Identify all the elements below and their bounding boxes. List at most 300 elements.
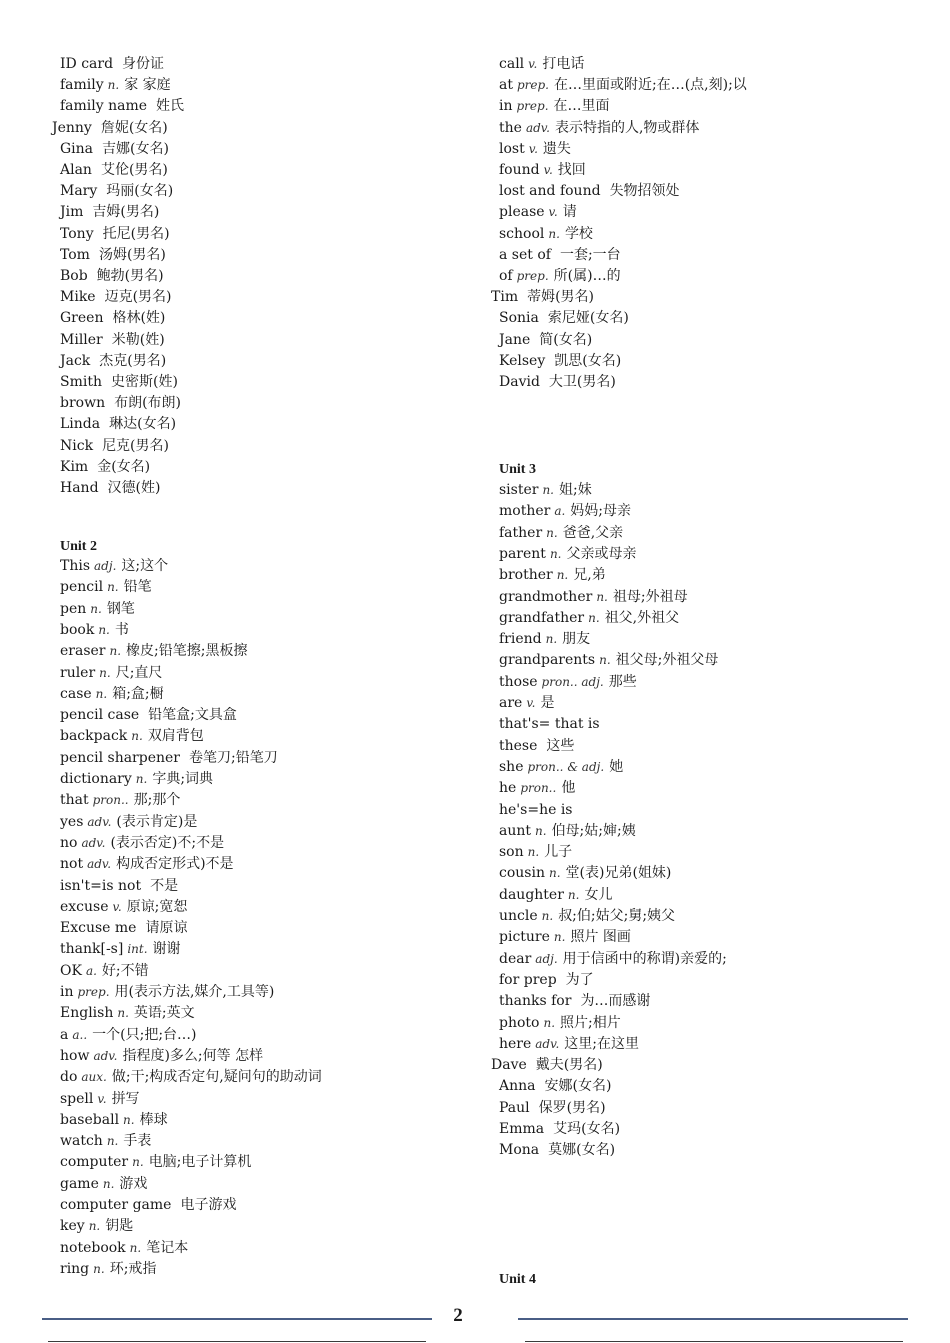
vocab-entry: [60, 1111, 168, 1129]
vocab-entry: [499, 309, 629, 327]
vocab-word: Alan: [60, 162, 92, 178]
vocab-entry: [499, 119, 699, 137]
vocab-entry: [60, 225, 170, 243]
vocab-entry: [499, 609, 679, 627]
vocab-word: she: [499, 758, 524, 775]
vocab-meaning: 不是: [150, 877, 179, 894]
vocab-entry: [60, 664, 162, 682]
part-of-speech: prep.: [516, 78, 549, 93]
vocab-word: those: [499, 673, 538, 690]
vocab-word: computer game: [60, 1197, 172, 1213]
vocab-entry: [499, 55, 584, 73]
vocab-meaning: 吉娜(女名): [102, 140, 169, 157]
part-of-speech: n.: [567, 887, 580, 902]
vocab-meaning: 这;这个: [121, 558, 169, 574]
vocab-meaning: 在…里面或附近;在…(点,刻);以: [554, 77, 747, 94]
vocab-word: cousin: [499, 865, 545, 882]
vocab-word: Smith: [60, 374, 102, 390]
vocab-word: pencil: [60, 579, 104, 596]
vocab-entry: [60, 1153, 251, 1171]
footer-rule-right-bottom: [525, 1341, 903, 1342]
vocab-entry: [499, 502, 631, 520]
vocab-entry: [499, 97, 610, 115]
vocab-meaning: 双肩背包: [147, 728, 204, 745]
vocab-entry: [499, 737, 574, 755]
vocab-entry: [52, 119, 168, 137]
part-of-speech: adv.: [535, 1036, 560, 1051]
vocab-word: of: [499, 268, 513, 284]
vocab-word: not: [60, 856, 84, 873]
vocab-entry: [60, 55, 164, 73]
vocab-word: OK: [60, 962, 82, 979]
vocab-meaning: 家 家庭: [124, 77, 171, 94]
part-of-speech: a.: [554, 504, 566, 519]
vocab-entry: [499, 140, 571, 158]
vocab-word: lost: [499, 140, 525, 157]
vocab-meaning: 书: [114, 621, 129, 638]
vocab-word: ruler: [60, 664, 96, 681]
vocab-word: English: [60, 1005, 114, 1022]
vocab-entry: [60, 578, 152, 596]
vocab-entry: [60, 352, 166, 370]
vocab-entry: [491, 288, 594, 306]
vocab-meaning: 索尼娅(女名): [547, 310, 629, 327]
vocab-entry: [499, 1141, 615, 1159]
vocab-entry: [499, 182, 680, 200]
vocab-word: lost and found: [499, 183, 601, 200]
vocab-word: Sonia: [499, 310, 539, 327]
vocab-entry: [60, 834, 224, 852]
footer-rule-left-top: [42, 1318, 432, 1320]
vocab-meaning: 身份证: [122, 56, 165, 72]
vocab-word: computer: [60, 1154, 129, 1171]
vocab-meaning: 这里;在这里: [564, 1035, 640, 1052]
vocab-meaning: 兄,弟: [573, 567, 606, 584]
vocab-entry: [499, 1099, 606, 1117]
vocab-entry: [499, 161, 586, 179]
vocab-meaning: 米勒(姓): [111, 331, 165, 348]
part-of-speech: int.: [127, 942, 148, 957]
vocab-entry: [60, 983, 274, 1001]
vocab-meaning: 拼写: [111, 1090, 140, 1107]
vocab-word: ring: [60, 1260, 90, 1277]
vocab-meaning: 莫娜(女名): [548, 1142, 616, 1159]
vocab-word: book: [60, 621, 95, 638]
vocab-word: backpack: [60, 728, 128, 745]
vocab-meaning: 祖父,外祖父: [604, 609, 680, 626]
vocab-word: Hand: [60, 480, 99, 496]
vocab-meaning: 叔;伯;姑父;舅;姨父: [558, 908, 676, 924]
vocab-entry: [499, 822, 636, 840]
vocab-entry: [60, 877, 178, 895]
footer-rule-right-top: [518, 1318, 908, 1320]
vocab-entry: [60, 76, 171, 94]
vocab-word: Excuse me: [60, 920, 137, 937]
vocab-entry: [499, 566, 606, 584]
vocab-entry: [60, 437, 169, 455]
vocab-word: spell: [60, 1090, 94, 1107]
vocab-entry: [499, 1077, 611, 1095]
part-of-speech: n.: [102, 1176, 115, 1191]
vocab-meaning: 打电话: [542, 56, 585, 72]
vocab-entry: [60, 600, 135, 618]
vocab-meaning: 橡皮;铅笔擦;黑板擦: [126, 643, 248, 660]
vocab-entry: [499, 246, 621, 264]
vocab-word: case: [60, 685, 92, 702]
vocab-word: brother: [499, 567, 553, 584]
vocab-entry: [60, 331, 165, 349]
vocab-word: for prep: [499, 971, 557, 988]
vocab-entry: [499, 524, 623, 542]
vocab-entry: [60, 309, 165, 327]
vocab-word: Emma: [499, 1121, 545, 1137]
part-of-speech: a.: [85, 963, 97, 978]
vocab-entry: [499, 864, 671, 882]
part-of-speech: n.: [98, 622, 110, 637]
vocab-meaning: 箱;盒;橱: [112, 685, 164, 702]
vocab-word: sister: [499, 482, 539, 498]
vocab-entry: [60, 749, 278, 767]
vocab-entry: [499, 715, 609, 733]
vocab-entry: [60, 1175, 147, 1193]
vocab-entry: [60, 1090, 140, 1108]
part-of-speech: n.: [548, 226, 560, 241]
vocab-meaning: (表示否定)不;不是: [110, 834, 225, 851]
unit2-heading: Unit 2: [60, 539, 97, 554]
vocab-entry: [499, 651, 718, 669]
vocab-word: at: [499, 77, 513, 94]
vocab-meaning: 尺;直尺: [115, 664, 163, 681]
vocab-meaning: 照片 图画: [570, 929, 631, 946]
part-of-speech: pron.. adj.: [541, 674, 604, 689]
vocab-word: game: [60, 1175, 99, 1192]
part-of-speech: aux.: [81, 1070, 107, 1085]
vocab-word: a: [60, 1026, 69, 1043]
vocab-entry: [60, 557, 168, 575]
vocab-word: uncle: [499, 908, 538, 924]
vocab-entry: [499, 225, 593, 243]
vocab-word: key: [60, 1218, 85, 1235]
vocab-entry: [499, 694, 555, 712]
part-of-speech: n.: [109, 644, 122, 659]
vocab-entry: [499, 1014, 621, 1032]
unit4-heading: Unit 4: [499, 1272, 536, 1287]
vocab-meaning: 姐;妹: [559, 482, 592, 498]
vocab-meaning: 伯母;姑;婶;姨: [551, 822, 636, 839]
vocab-entry: [60, 246, 166, 264]
vocab-meaning: 请原谅: [145, 920, 188, 937]
vocab-meaning: 原谅;宽恕: [126, 898, 188, 915]
vocab-meaning: 一个(只;把;台…): [92, 1026, 197, 1043]
vocab-meaning: 那些: [608, 673, 637, 690]
vocab-entry: [60, 1217, 133, 1235]
vocab-entry: [499, 779, 575, 797]
vocab-entry: [60, 791, 180, 809]
vocab-meaning: 鲍勃(男名): [96, 268, 164, 284]
vocab-word: son: [499, 844, 524, 861]
vocab-meaning: 手表: [123, 1133, 152, 1150]
vocab-word: excuse: [60, 898, 109, 915]
part-of-speech: n.: [553, 930, 566, 945]
vocab-entry: [499, 886, 612, 904]
vocab-entry: [60, 727, 204, 745]
vocab-word: that's= that is: [499, 716, 600, 733]
vocab-word: Kim: [60, 458, 89, 475]
vocab-word: the: [499, 119, 522, 136]
unit3-heading: Unit 3: [499, 462, 536, 477]
part-of-speech: v.: [543, 163, 553, 177]
vocab-word: daughter: [499, 886, 564, 903]
vocab-entry: [499, 373, 616, 391]
vocab-meaning: 棒球: [139, 1111, 168, 1128]
part-of-speech: n.: [95, 686, 108, 701]
vocab-meaning: 尼克(男名): [102, 437, 169, 454]
part-of-speech: n.: [599, 653, 611, 668]
vocab-word: here: [499, 1035, 532, 1052]
part-of-speech: v.: [548, 205, 558, 220]
vocab-meaning: 找回: [557, 162, 586, 178]
vocab-meaning: 妈妈;母亲: [570, 503, 632, 520]
vocab-entry: [499, 588, 688, 606]
vocab-meaning: 汤姆(男名): [98, 246, 166, 263]
vocab-entry: [499, 992, 650, 1010]
vocab-entry: [499, 928, 631, 946]
vocab-entry: [499, 907, 675, 925]
vocab-meaning: 艾伦(男名): [100, 162, 168, 178]
vocab-meaning: 做;干;构成否定句,疑问句的助动词: [111, 1069, 322, 1086]
vocab-entry: [499, 1035, 639, 1053]
vocab-entry: [60, 621, 129, 639]
vocab-word: grandfather: [499, 609, 585, 626]
vocab-word: are: [499, 695, 523, 711]
part-of-speech: pron.. & adj.: [527, 759, 605, 774]
part-of-speech: n.: [543, 1015, 556, 1030]
vocab-word: ID card: [60, 56, 114, 72]
part-of-speech: v.: [97, 1091, 107, 1106]
part-of-speech: prep.: [516, 99, 549, 114]
part-of-speech: n.: [117, 1006, 129, 1021]
vocab-entry: [60, 1047, 263, 1065]
part-of-speech: n.: [99, 665, 111, 680]
vocab-meaning: 游戏: [119, 1175, 148, 1192]
vocab-meaning: 祖母;外祖母: [612, 588, 688, 605]
vocab-meaning: 指程度)多么;何等 怎样: [122, 1047, 264, 1064]
vocab-meaning: 玛丽(女名): [106, 183, 174, 200]
part-of-speech: prep.: [77, 985, 110, 999]
vocab-entry: [60, 182, 173, 200]
vocab-entry: [60, 770, 213, 788]
vocab-meaning: 这些: [546, 737, 575, 754]
vocab-word: a set of: [499, 246, 551, 263]
vocab-meaning: 布朗(布朗): [114, 395, 182, 412]
part-of-speech: v.: [528, 141, 538, 156]
vocab-word: in: [499, 98, 513, 115]
vocab-word: grandparents: [499, 652, 596, 669]
vocab-entry: [60, 458, 150, 476]
vocab-word: Gina: [60, 140, 94, 157]
vocab-meaning: 电子游戏: [180, 1197, 237, 1213]
vocab-entry: [499, 481, 592, 499]
vocab-word: call: [499, 56, 525, 72]
vocab-meaning: 所(属)…的: [553, 268, 621, 284]
vocab-word: thanks for: [499, 993, 572, 1010]
vocab-entry: [499, 843, 572, 861]
vocab-word: This: [60, 558, 91, 574]
part-of-speech: adv.: [81, 835, 106, 850]
vocab-word: brown: [60, 395, 106, 412]
vocab-word: Mike: [60, 289, 96, 306]
vocab-word: dear: [499, 950, 532, 967]
vocab-meaning: 谢谢: [152, 941, 181, 958]
vocab-word: Jenny: [52, 119, 92, 136]
vocab-word: Jane: [499, 331, 531, 348]
vocab-meaning: 构成否定形式)不是: [116, 856, 234, 873]
vocab-meaning: 汉德(姓): [107, 480, 161, 496]
part-of-speech: n.: [129, 1240, 142, 1255]
vocab-entry: [60, 1068, 322, 1086]
part-of-speech: n.: [545, 632, 558, 647]
part-of-speech: adj.: [535, 951, 558, 966]
vocab-word: found: [499, 162, 540, 178]
vocab-word: Dave: [491, 1057, 527, 1074]
vocab-word: eraser: [60, 643, 106, 660]
vocab-word: Jim: [60, 204, 84, 221]
part-of-speech: n.: [107, 78, 120, 93]
part-of-speech: n.: [556, 568, 569, 583]
vocab-entry: [60, 267, 164, 285]
vocab-word: he: [499, 780, 517, 797]
part-of-speech: n.: [588, 610, 600, 625]
vocab-word: that: [60, 792, 89, 809]
vocab-word: notebook: [60, 1239, 126, 1256]
vocab-entry: [499, 1120, 620, 1138]
vocab-word: Tom: [60, 246, 90, 263]
vocab-word: Tim: [491, 289, 519, 306]
vocab-meaning: 詹妮(女名): [100, 119, 168, 136]
vocab-word: father: [499, 524, 543, 541]
vocab-meaning: 安娜(女名): [544, 1078, 612, 1095]
part-of-speech: n.: [542, 483, 554, 497]
vocab-entry: [60, 415, 176, 433]
vocab-meaning: 简(女名): [539, 331, 593, 348]
vocab-meaning: 大卫(男名): [548, 374, 616, 390]
part-of-speech: n.: [535, 823, 547, 838]
vocab-word: Linda: [60, 416, 101, 433]
vocab-entry: [499, 352, 621, 370]
vocab-entry: [60, 161, 168, 179]
part-of-speech: n.: [546, 525, 558, 540]
vocab-meaning: 钢笔: [106, 600, 135, 617]
vocab-entry: [60, 1132, 151, 1150]
vocab-entry: [499, 203, 577, 221]
vocab-meaning: 学校: [564, 225, 593, 242]
vocab-entry: [60, 479, 160, 497]
vocab-word: Paul: [499, 1099, 530, 1116]
part-of-speech: a..: [72, 1027, 88, 1042]
vocab-word: dictionary: [60, 771, 132, 787]
vocab-entry: [60, 97, 184, 115]
vocab-meaning: 请: [562, 204, 577, 221]
vocab-meaning: 铅笔盒;文具盒: [148, 707, 237, 724]
vocab-entry: [60, 962, 149, 980]
vocab-word: family: [60, 77, 104, 94]
vocab-word: isn't=is not: [60, 877, 142, 894]
vocab-meaning: 为了: [565, 971, 594, 988]
part-of-speech: v.: [112, 899, 122, 914]
part-of-speech: n.: [90, 601, 102, 616]
vocab-meaning: 一套;一台: [559, 246, 621, 263]
vocab-meaning: 为…而感谢: [580, 993, 651, 1010]
part-of-speech: v.: [526, 696, 536, 710]
vocab-meaning: 电脑;电子计算机: [148, 1154, 252, 1171]
vocab-word: watch: [60, 1133, 103, 1150]
vocab-entry: [499, 545, 636, 563]
part-of-speech: adv.: [93, 1048, 118, 1063]
part-of-speech: adv.: [525, 120, 550, 135]
vocab-meaning: 堂(表)兄弟(姐妹): [565, 865, 672, 882]
vocab-meaning: 英语;英文: [133, 1005, 195, 1022]
vocab-entry: [491, 1056, 603, 1074]
part-of-speech: n.: [548, 866, 561, 881]
vocab-entry: [499, 758, 623, 776]
vocab-entry: [60, 1196, 236, 1214]
vocab-entry: [60, 642, 247, 660]
vocab-meaning: 笔记本: [146, 1239, 189, 1256]
vocab-word: Anna: [499, 1078, 536, 1095]
vocab-meaning: 失物招领处: [609, 183, 680, 200]
vocab-meaning: 钥匙: [105, 1218, 134, 1235]
vocab-meaning: 爸爸,父亲: [562, 524, 624, 541]
footer-rule-left-bottom: [48, 1341, 426, 1342]
vocab-meaning: 祖父母;外祖父母: [615, 652, 719, 669]
vocab-meaning: 铅笔: [123, 579, 152, 596]
vocab-word: pencil sharpener: [60, 749, 180, 766]
vocab-meaning: 是: [540, 695, 555, 711]
vocab-word: friend: [499, 631, 542, 648]
vocab-entry: [60, 203, 159, 221]
vocab-word: no: [60, 834, 78, 851]
part-of-speech: n.: [541, 909, 554, 923]
part-of-speech: n.: [106, 1134, 119, 1149]
vocab-word: yes: [60, 813, 84, 830]
vocab-meaning: 照片;相片: [560, 1014, 621, 1031]
vocab-meaning: 父亲或母亲: [566, 545, 637, 562]
vocab-entry: [60, 1004, 195, 1022]
vocab-word: Green: [60, 310, 104, 327]
vocab-entry: [60, 706, 237, 724]
vocab-meaning: 托尼(男名): [102, 225, 170, 242]
vocab-word: pen: [60, 600, 87, 617]
vocab-entry: [499, 76, 747, 94]
vocab-entry: [499, 971, 594, 989]
vocab-meaning: 格林(姓): [112, 310, 166, 327]
vocab-meaning: 遗失: [542, 140, 571, 157]
part-of-speech: pron..: [92, 793, 129, 808]
vocab-meaning: 好;不错: [101, 962, 149, 979]
part-of-speech: n.: [88, 1219, 101, 1234]
vocab-meaning: 卷笔刀;铅笔刀: [189, 749, 278, 766]
vocab-entry: [60, 1260, 156, 1278]
vocab-meaning: 她: [609, 758, 624, 775]
vocab-word: baseball: [60, 1111, 120, 1128]
vocab-word: Kelsey: [499, 352, 546, 369]
vocab-word: picture: [499, 929, 550, 946]
vocab-word: school: [499, 225, 545, 242]
vocab-meaning: 用(表示方法,媒介,工具等): [114, 984, 275, 1000]
vocab-meaning: 迈克(男名): [104, 289, 172, 306]
part-of-speech: adv.: [87, 814, 112, 829]
vocab-word: Jack: [60, 352, 91, 369]
